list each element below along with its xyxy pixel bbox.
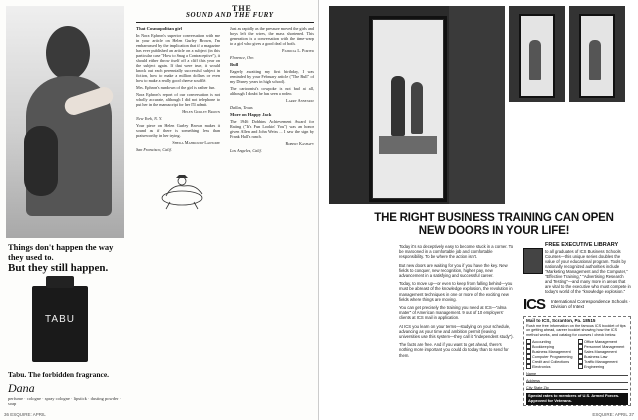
headline-line-2: NEW DOORS IN YOUR LIFE! [418, 225, 570, 237]
coupon-field[interactable]: City State Zip [526, 386, 628, 390]
body-paragraph: Today it's so deceptively easy to become stuck in a corner. To be marooned in a comfortable job and comfortable responsibility. To be where the action isn't. [399, 244, 514, 260]
coupon-option-label: Accounting [532, 339, 551, 344]
body-paragraph: At ICS you learn on your terms—studying on your schedule, advancing as your time and ambition permit (leaving universities use this system—they call it "independent study"). [399, 323, 514, 340]
letter-place: Los Angeles, Calif. [230, 148, 262, 153]
book-icon [523, 248, 543, 274]
coupon-option-label: Credit and Collections [532, 359, 570, 364]
letter-paragraph: Eagerly awaiting my first birthday, I was reminded by your February article ("The Bull" of my Disney years in high school). [230, 69, 314, 84]
letter-paragraph: Mrs. Ephron's rundown of the girl is rather fun. [136, 85, 216, 90]
letter-paragraph: Just as rapidly as the pressure moved the girls and boys left the wires, the mass shortened. This generation is a conversation with the time-warp to a girl who gives a good deal of both. [230, 26, 314, 46]
coupon-option-label: Computer Programming [532, 354, 573, 359]
letter-place: San Francisco, Calif. [136, 147, 172, 152]
coupon-field[interactable]: Name [526, 372, 628, 376]
free-library-text: to all graduates of ICS Business Schools Courses—this unique series doubles the value of your educational program. Tools by nationally recognized authorities include "Marketing Management and the Computer," "Effective Training," "Advertising Research and Testing"—and many more in areas that are vital to the executive who must compete in today's world of the "knowledge explosion." [545, 249, 631, 294]
ad-tagline-top: Things don't happen the way they used to. [8, 242, 114, 262]
body-paragraph: But new doors are waiting for you if you have the key. New fields to conquer, new recognition, higher pay, new advancement in a satisfying and successful career. [399, 262, 508, 279]
coupon-option[interactable] [526, 364, 576, 369]
letter-signature: Robert Kashafy [285, 141, 314, 146]
coupon-option-label: Personnel Management [584, 344, 625, 349]
ad-photo [6, 6, 124, 238]
page-footer-right: ESQUIRE: APRIL 37 [592, 412, 634, 417]
coupon-option-label: Electronics [532, 364, 551, 369]
letter-signature: Patricia L. Porter [282, 48, 314, 53]
dana-logo: Dana [8, 381, 35, 395]
free-library-box [523, 242, 631, 294]
office-photo-main [329, 6, 505, 204]
letter-paragraph: The cartoonist's cowpoke is not bad at all, although I doubt he has seen a rodeo. [230, 86, 314, 96]
letter-place: Dallas, Texas [230, 105, 253, 110]
ics-headline [359, 212, 629, 238]
body-paragraph: Today, to move up—or even to keep from falling behind—you must be abreast of the knowledge explosion, the revolution in management techniques in one or more of the exciting new fields where things are moving. [399, 281, 513, 302]
headline-line-1: THE RIGHT BUSINESS TRAINING CAN OPEN [374, 212, 614, 224]
page-footer-left: 36 ESQUIRE: APRIL [4, 412, 46, 417]
coupon-header: Mail to ICS, Scranton, Pa. 18515 [526, 318, 596, 323]
cowboy-cartoon [152, 172, 216, 210]
body-paragraph: You can get precisely the training you need at ICS—"alma mater" of American management. 9 out of 10 employers' clients at ICS mail in application. [399, 305, 507, 321]
letter-signature: Larry Annexpat [286, 98, 314, 103]
mail-coupon[interactable] [523, 316, 631, 406]
letter-paragraph: Your piece on Helen Gurley Brown makes it sound as if there is something less than praiseworthy in her trying. [136, 123, 220, 138]
letter-place: New York, N. Y. [136, 116, 162, 121]
coupon-offer: Special rates to members of U.S. Armed Forces. Approved for Veterans. [526, 393, 628, 404]
checkbox-icon[interactable] [578, 364, 583, 369]
bottle-brand: TABU [45, 314, 75, 325]
coupon-option-label: Sales Management [584, 349, 617, 354]
letter-paragraph: In Nora Ephron's superior conversation with me in your article on Helen Gurley Brown, I'm embarrassed by the implication that if a magazine has ever published an article on a subject (in this particular case "How to Snag a Contraceptive"), it should either throw itself off a cliff this year on the subject again. If that were true, it would knock out each perennially successful subject in fiction, how to make a million dollars or even how to make a really good cheese soufflé. [136, 33, 220, 83]
body-paragraph: The facts are free. And if you want to get ahead, there's nothing more important you could do today than to send for them. [399, 342, 509, 358]
letter-heading: That Cosmopolitan girl [136, 26, 182, 31]
letter-signature: Sheila Mahmoudi-Lawsome [172, 140, 220, 145]
coupon-option-label: Business Management [532, 349, 571, 354]
coupon-option-label: Traffic Management [584, 359, 618, 364]
letters-column-1 [136, 26, 220, 154]
free-library-title: FREE EXECUTIVE LIBRARY [545, 242, 619, 248]
ics-logo [523, 296, 631, 314]
ics-logo-name: International Correspondence Schools · Division of Intext [551, 299, 631, 309]
coupon-options [526, 339, 628, 369]
office-photo-2 [509, 6, 565, 102]
letter-heading: Bull [230, 62, 239, 67]
coupon-option-label: Business Law [584, 354, 608, 359]
office-photo-3 [569, 6, 625, 102]
product-list: perfume · cologne · spray cologne · lipstick · dusting powder · soap [8, 396, 122, 406]
ics-body-copy [399, 244, 515, 361]
coupon-option-label: Engineering [584, 364, 605, 369]
letters-column-2 [230, 26, 314, 155]
ics-logo-mark: ICS [523, 296, 546, 313]
coupon-field[interactable]: Address [526, 379, 628, 383]
ad-tagline-bottom: But they still happen. [8, 262, 109, 274]
coupon-option-label: Bookkeeping [532, 344, 554, 349]
section-the: THE [232, 4, 252, 13]
coupon-option-label: Office Management [584, 339, 618, 344]
letter-paragraph: The 1946 Dobbins Achievement Award for Rating ("It's Fun Lookin' You") was an honor given Allen and John Weiss ... I saw the sign by Frank Hall's ranch. [230, 119, 314, 139]
letter-heading: More on Happy Jack [230, 112, 272, 117]
checkbox-icon[interactable] [526, 364, 531, 369]
right-page [319, 0, 638, 420]
section-title: SOUND AND THE FURY [186, 11, 274, 19]
product-line: Tabu. The forbidden fragrance. [8, 370, 110, 379]
letter-place: Florence, Ore. [230, 55, 255, 60]
coupon-fields [526, 372, 628, 390]
coupon-option[interactable] [578, 364, 628, 369]
perfume-bottle [32, 286, 88, 362]
letter-signature: Helen Gurley Brown [182, 109, 220, 114]
header-rule [136, 22, 314, 23]
letter-paragraph: Nora Ephron's report of our conversation is not wholly accurate, although I did not telephone to put her in the manuscript for her I'll admit. [136, 92, 220, 107]
coupon-subtext: Rush me free information on the famous ICS booklet of tips on getting ahead, career booklet showing how the ICS method works, and catalog for courses I check below. [526, 323, 626, 337]
